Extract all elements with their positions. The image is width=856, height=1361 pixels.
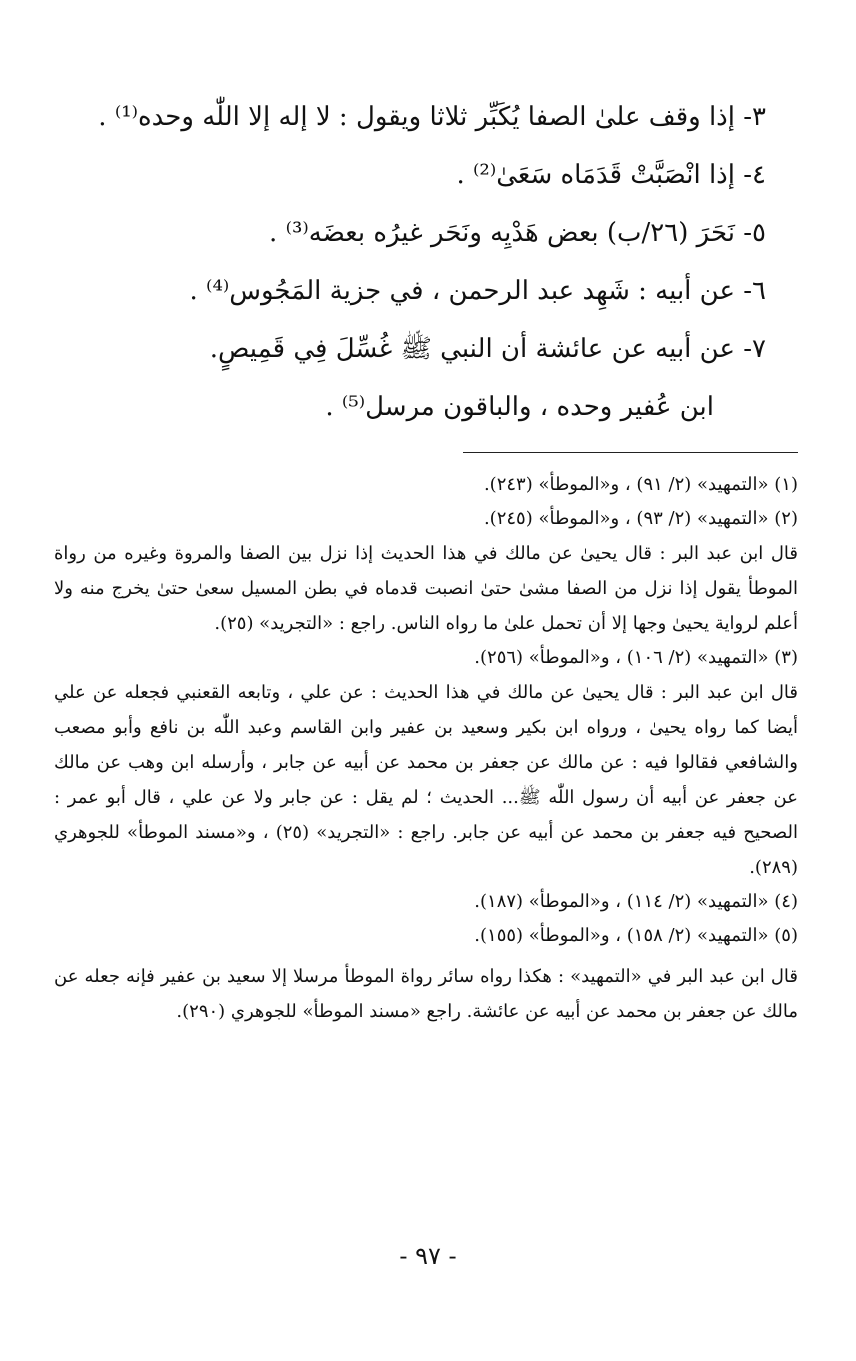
main-line-6: ٦- عن أبيه : شَهِد عبد الرحمن ، في جزية المَجُوس⁽⁴⁾ . <box>189 276 766 306</box>
main-line-3: ٣- إذا وقف علىٰ الصفا يُكَبِّر ثلاثا ويقول : لا إله إلا اللّٰه وحده⁽¹⁾ . <box>98 102 766 132</box>
footnote-4-ref: (٤) «التمهيد» (٢/ ١١٤) ، و«الموطأ» (١٨٧). <box>474 891 798 912</box>
footnotes-block <box>54 468 798 1029</box>
footnote-3-ref: (٣) «التمهيد» (٢/ ١٠٦) ، و«الموطأ» (٢٥٦). <box>474 647 798 668</box>
footnote-3-note: قال ابن عبد البر : قال يحيىٰ عن مالك في هذا الحديث : عن علي ، وتابعه القعنبي فجعله عن علي أيضا كما رواه يحيىٰ ، ورواه ابن بكير وسعيد بن عفير وابن القاسم وعبد اللّٰه بن نافع وأبو مصعب والشافعي فقالوا فيه : عن مالك عن جعفر بن محمد عن أبيه عن جابر ، وأرسله ابن وهب عن مالك عن جعفر عن أبيه أن رسول اللّٰه ﷺ... الحديث ؛ لم يقل : عن جابر ولا عن علي ، قال أبو عمر : الصحيح فيه جعفر بن محمد عن أبيه عن جابر. راجع : «التجريد» (٢٥) ، و«مسند الموطأ» للجوهري (٢٨٩). <box>54 682 798 878</box>
footnote-5-note: قال ابن عبد البر في «التمهيد» : هكذا رواه سائر رواة الموطأ مرسلا إلا سعيد بن عفير فإنه جعله عن مالك عن جعفر بن محمد عن أبيه عن عائشة. راجع «مسند الموطأ» للجوهري (٢٩٠). <box>54 966 798 1022</box>
footnote-separator <box>463 452 798 453</box>
page-number: - ٩٧ - <box>399 1242 457 1270</box>
main-line-7-continuation: ابن عُفير وحده ، والباقون مرسل⁽⁵⁾ . <box>325 392 714 422</box>
footnote-1-ref: (١) «التمهيد» (٢/ ٩١) ، و«الموطأ» (٢٤٣). <box>483 474 798 495</box>
main-text-block <box>66 88 766 436</box>
main-line-5: ٥- نَحَرَ (٢٦/ب) بعض هَدْيِه ونَحَر غيرُه بعضَه⁽³⁾ . <box>269 218 766 248</box>
main-line-4: ٤- إذا انْصَبَّتْ قَدَمَاه سَعَىٰ⁽²⁾ . <box>456 160 766 190</box>
footnote-2-ref: (٢) «التمهيد» (٢/ ٩٣) ، و«الموطأ» (٢٤٥). <box>483 508 798 529</box>
footnote-5-ref: (٥) «التمهيد» (٢/ ١٥٨) ، و«الموطأ» (١٥٥). <box>474 925 798 946</box>
footnote-2-note: قال ابن عبد البر : قال يحيىٰ عن مالك في هذا الحديث إذا نزل بين الصفا والمروة وغيره من رواة الموطأ يقول إذا نزل من الصفا مشىٰ حتىٰ انصبت قدماه في بطن المسيل سعىٰ حتىٰ يخرج منه ولا أعلم لرواية يحيىٰ وجها إلا أن تحمل علىٰ ما رواه الناس. راجع : «التجريد» (٢٥). <box>54 543 798 634</box>
main-line-7: ٧- عن أبيه عن عائشة أن النبي ﷺ غُسِّلَ فِي قَمِيصٍ. <box>209 334 766 364</box>
